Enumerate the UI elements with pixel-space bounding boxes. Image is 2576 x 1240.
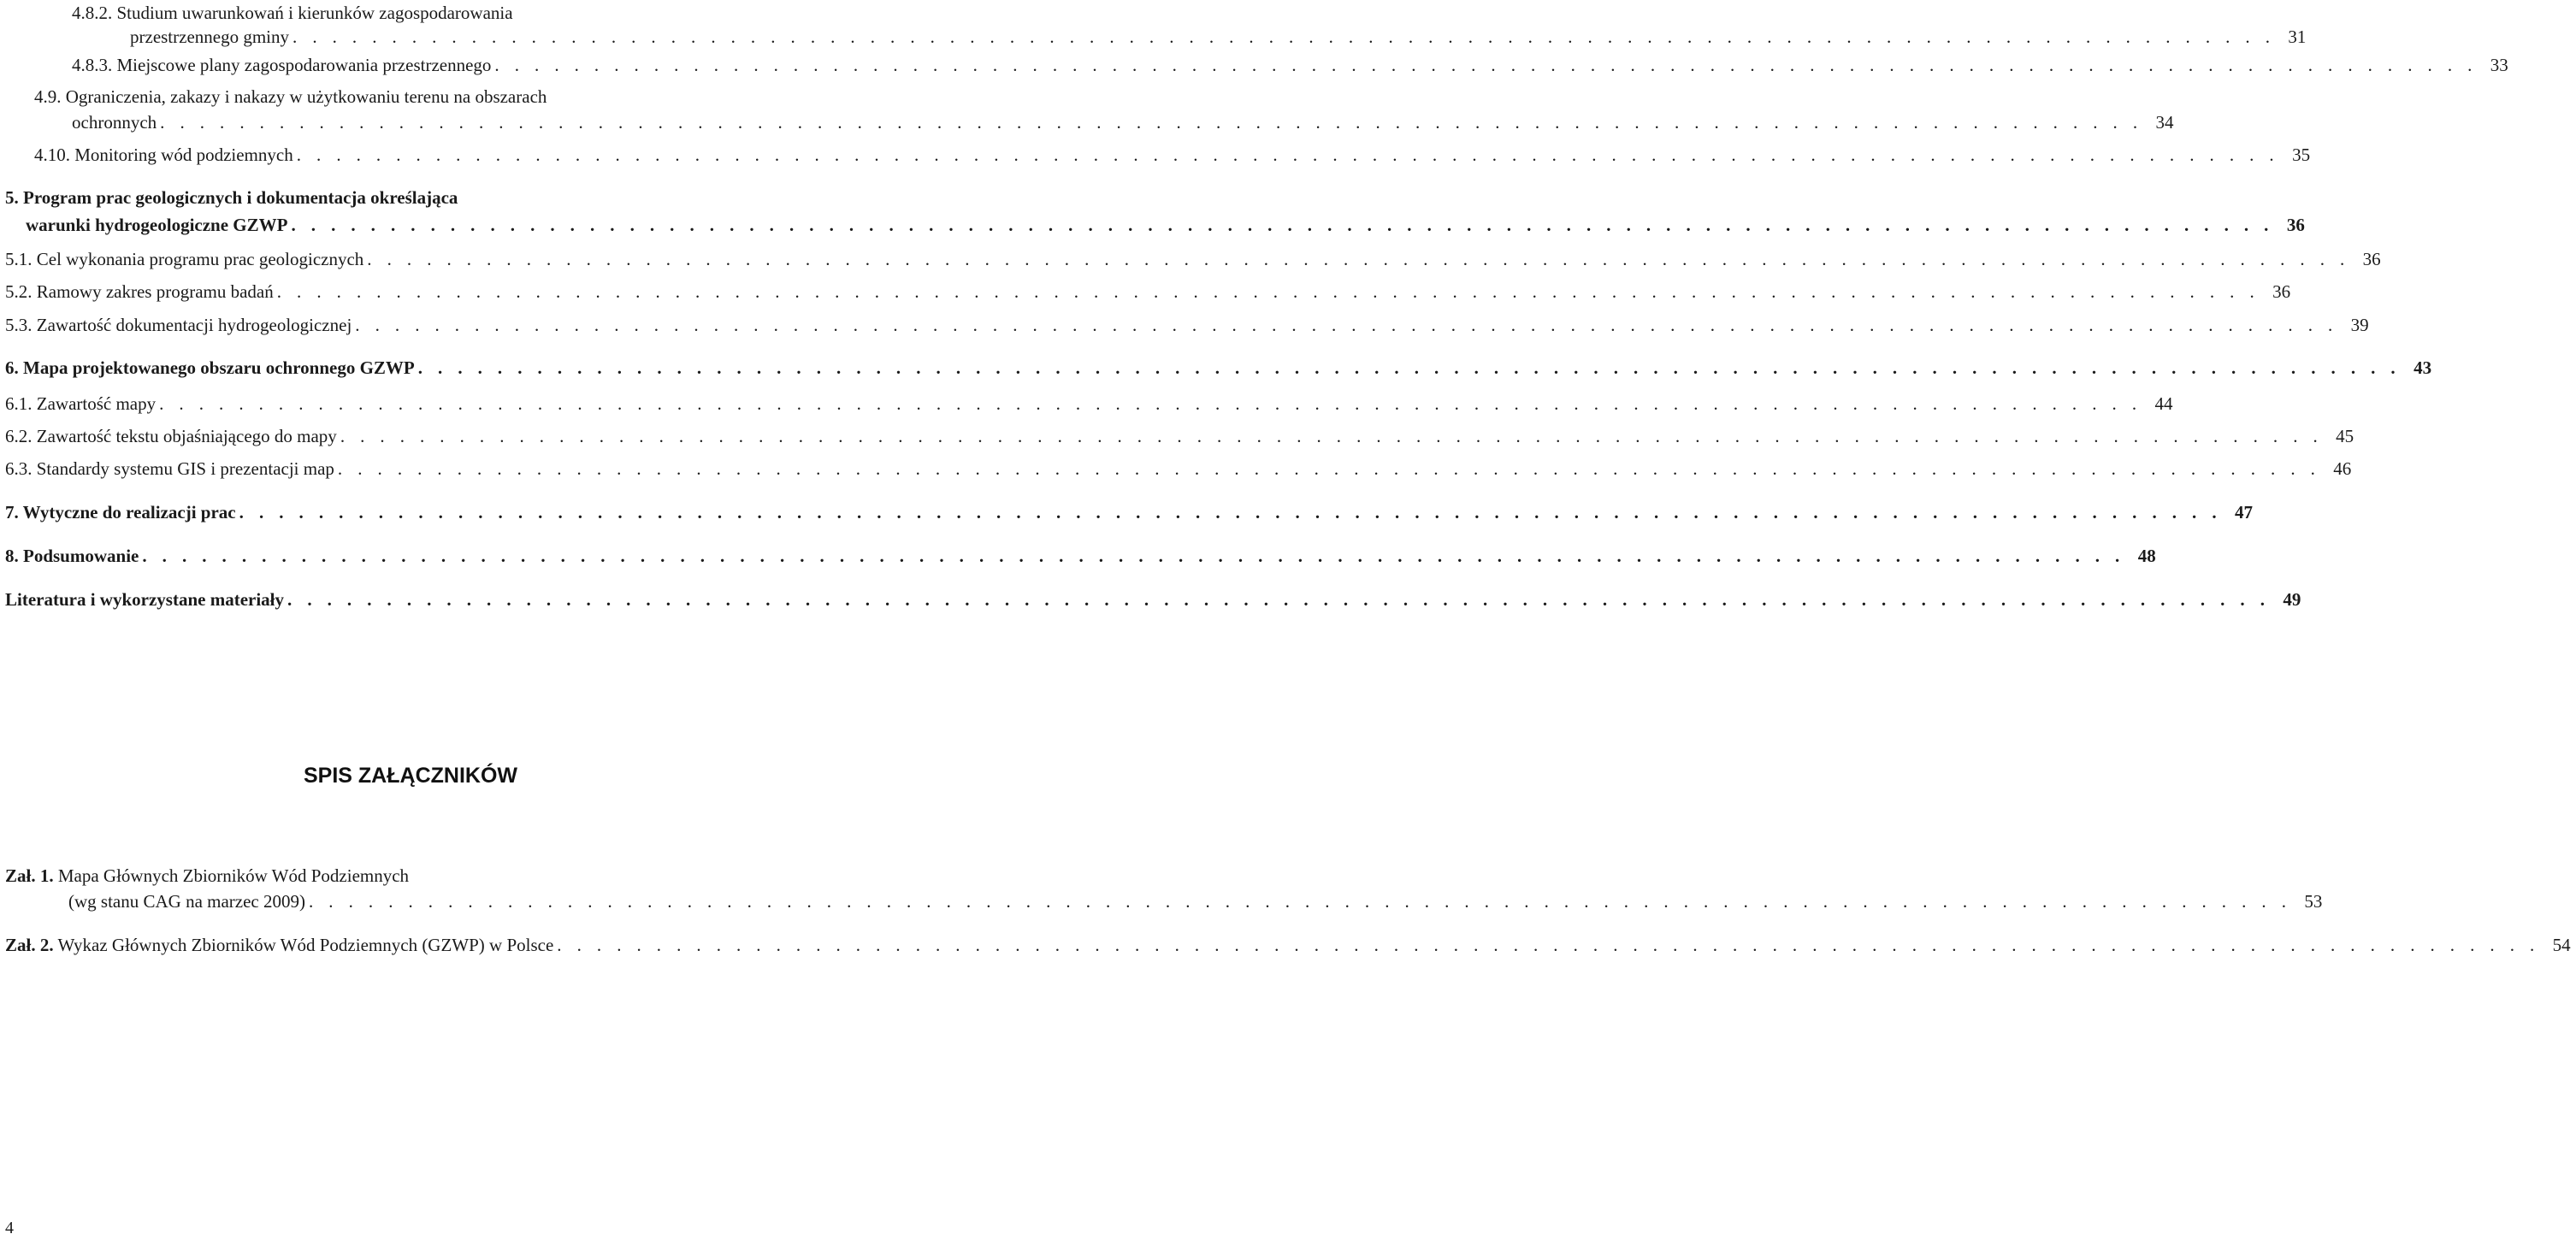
dot-leader: . . . . . . . . . . . . . . . . . . . . . . . . . . . . . . . . . . . . . . . . . . . . . . . . . . . . . . . . . . . . . . . . . . . . . . . . . . . . . . . . . . . . . . . . . . . . . . . . . . . . (309, 891, 2292, 912)
dot-leader: . . . . . . . . . . . . . . . . . . . . . . . . . . . . . . . . . . . . . . . . . . . . . . . . . . . . . . . . . . . . . . . . . . . . . . . . . . . . . . . . . . . . . . . . . . . . . . . . . . . . (367, 249, 2350, 269)
toc-entry-title: 6.3. Standardy systemu GIS i prezentacji map (5, 458, 334, 479)
attachment-label: Zał. 1. (5, 865, 54, 886)
attachments-heading: SPIS ZAŁĄCZNIKÓW (304, 764, 517, 788)
toc-page-number: 35 (2292, 145, 2311, 165)
toc-page-number: 36 (2362, 249, 2381, 269)
toc-entry-title: 4.10. Monitoring wód podziemnych (34, 145, 293, 165)
toc-page-number: 53 (2304, 891, 2323, 912)
toc-entry-title-line2: przestrzennego gminy (130, 27, 290, 47)
dot-leader: . . . . . . . . . . . . . . . . . . . . . . . . . . . . . . . . . . . . . . . . . . . . . . . . . . . . . . . . . . . . . . . . . . . . . . . . . . . . . . . . . . . . . . . . . . . . . . . . . . . . (355, 315, 2338, 335)
dot-leader: . . . . . . . . . . . . . . . . . . . . . . . . . . . . . . . . . . . . . . . . . . . . . . . . . . . . . . . . . . . . . . . . . . . . . . . . . . . . . . . . . . . . . . . . . . . . . . . . . . . . (159, 393, 2142, 414)
toc-page-number: 54 (2552, 935, 2571, 955)
toc-entry-title: Literatura i wykorzystane materiały (5, 589, 285, 610)
toc-page-number: 45 (2336, 426, 2354, 446)
attachment-title: Wykaz Głównych Zbiorników Wód Podziemnych (GZWP) w Polsce (57, 935, 554, 955)
toc-page-number: 36 (2286, 215, 2305, 235)
attachment-title-line1: Mapa Głównych Zbiorników Wód Podziemnych (57, 865, 410, 886)
dot-leader: . . . . . . . . . . . . . . . . . . . . . . . . . . . . . . . . . . . . . . . . . . . . . . . . . . . . . . . . . . . . . . . . . . . . . . . . . . . . . . . . . . . . . . . . . . . . . . . . . . . . (292, 27, 2276, 47)
dot-leader: . . . . . . . . . . . . . . . . . . . . . . . . . . . . . . . . . . . . . . . . . . . . . . . . . . . . . . . . . . . . . . . . . . . . . . . . . . . . . . . . . . . . . . . . . . . . . . . . . . . . (340, 426, 2324, 446)
toc-entry-title: 6. Mapa projektowanego obszaru ochronnego GZWP (5, 357, 415, 378)
dot-leader: . . . . . . . . . . . . . . . . . . . . . . . . . . . . . . . . . . . . . . . . . . . . . . . . . . . . . . . . . . . . . . . . . . . . . . . . . . . . . . . . . . . . . . . . . . . . . . . . . . . . (337, 458, 2321, 479)
dot-leader: . . . . . . . . . . . . . . . . . . . . . . . . . . . . . . . . . . . . . . . . . . . . . . . . . . . . . . . . . . . . . . . . . . . . . . . . . . . . . . . . . . . . . . . . . . . . . . . . . . . . (291, 215, 2274, 235)
toc-entry-title: 5.1. Cel wykonania programu prac geologicznych (5, 249, 364, 269)
toc-entry-title-line1: 4.9. Ograniczenia, zakazy i nakazy w użytkowaniu terenu na obszarach (34, 86, 547, 107)
toc-page-number: 33 (2490, 55, 2508, 75)
toc-page-number: 48 (2137, 546, 2156, 566)
toc-entry-title-line2: warunki hydrogeologiczne GZWP (26, 215, 288, 235)
toc-entry-title: 5.3. Zawartość dokumentacji hydrogeologicznej (5, 315, 352, 335)
dot-leader: . . . . . . . . . . . . . . . . . . . . . . . . . . . . . . . . . . . . . . . . . . . . . . . . . . . . . . . . . . . . . . . . . . . . . . . . . . . . . . . . . . . . . . . . . . . . . . . . . . . . (142, 546, 2125, 566)
toc-page-number: 34 (2155, 112, 2174, 133)
toc-page-number: 47 (2235, 502, 2253, 523)
attachment-title-line2: (wg stanu CAG na marzec 2009) (68, 891, 305, 912)
toc-page-number: 36 (2272, 281, 2291, 302)
toc-page-number: 49 (2283, 589, 2301, 610)
toc-entry-title: 4.8.3. Miejscowe plany zagospodarowania przestrzennego (72, 55, 492, 75)
dot-leader: . . . . . . . . . . . . . . . . . . . . . . . . . . . . . . . . . . . . . . . . . . . . . . . . . . . . . . . . . . . . . . . . . . . . . . . . . . . . . . . . . . . . . . . . . . . . . . . . . . . . (417, 357, 2402, 378)
page-number: 4 (5, 1219, 14, 1237)
toc-entry-title-line1: 5. Program prac geologicznych i dokumentacja określająca (5, 187, 458, 208)
dot-leader: . . . . . . . . . . . . . . . . . . . . . . . . . . . . . . . . . . . . . . . . . . . . . . . . . . . . . . . . . . . . . . . . . . . . . . . . . . . . . . . . . . . . . . . . . . . . . . . . . . . . (276, 281, 2260, 302)
toc-page-number: 39 (2350, 315, 2369, 335)
dot-leader: . . . . . . . . . . . . . . . . . . . . . . . . . . . . . . . . . . . . . . . . . . . . . . . . . . . . . . . . . . . . . . . . . . . . . . . . . . . . . . . . . . . . . . . . . . . . . . . . . . . . (287, 589, 2271, 610)
toc-entry-title: 6.2. Zawartość tekstu objaśniającego do mapy (5, 426, 337, 446)
dot-leader: . . . . . . . . . . . . . . . . . . . . . . . . . . . . . . . . . . . . . . . . . . . . . . . . . . . . . . . . . . . . . . . . . . . . . . . . . . . . . . . . . . . . . . . . . . . . . . . . . . . . (296, 145, 2280, 165)
toc-entry-title: 6.1. Zawartość mapy (5, 393, 157, 414)
toc-entry-title: 5.2. Ramowy zakres programu badań (5, 281, 274, 302)
dot-leader: . . . . . . . . . . . . . . . . . . . . . . . . . . . . . . . . . . . . . . . . . . . . . . . . . . . . . . . . . . . . . . . . . . . . . . . . . . . . . . . . . . . . . . . . . . . . . . . . . . . . (557, 935, 2540, 955)
dot-leader: . . . . . . . . . . . . . . . . . . . . . . . . . . . . . . . . . . . . . . . . . . . . . . . . . . . . . . . . . . . . . . . . . . . . . . . . . . . . . . . . . . . . . . . . . . . . . . . . . . . . (160, 112, 2143, 133)
toc-entry-title-line1: 4.8.2. Studium uwarunkowań i kierunków zagospodarowania (72, 3, 513, 23)
toc-page-number: 43 (2414, 357, 2432, 378)
dot-leader: . . . . . . . . . . . . . . . . . . . . . . . . . . . . . . . . . . . . . . . . . . . . . . . . . . . . . . . . . . . . . . . . . . . . . . . . . . . . . . . . . . . . . . . . . . . . . . . . . . . . (494, 55, 2478, 75)
toc-page-number: 31 (2288, 27, 2307, 47)
toc-entry-title-line2: ochronnych (72, 112, 157, 133)
toc-page-number: 46 (2333, 458, 2352, 479)
toc-entry-title: 7. Wytyczne do realizacji prac (5, 502, 236, 523)
toc-page-number: 44 (2154, 393, 2173, 414)
dot-leader: . . . . . . . . . . . . . . . . . . . . . . . . . . . . . . . . . . . . . . . . . . . . . . . . . . . . . . . . . . . . . . . . . . . . . . . . . . . . . . . . . . . . . . . . . . . . . . . . . . . . (239, 502, 2222, 523)
toc-entry-title: 8. Podsumowanie (5, 546, 139, 566)
attachment-label: Zał. 2. (5, 935, 54, 955)
